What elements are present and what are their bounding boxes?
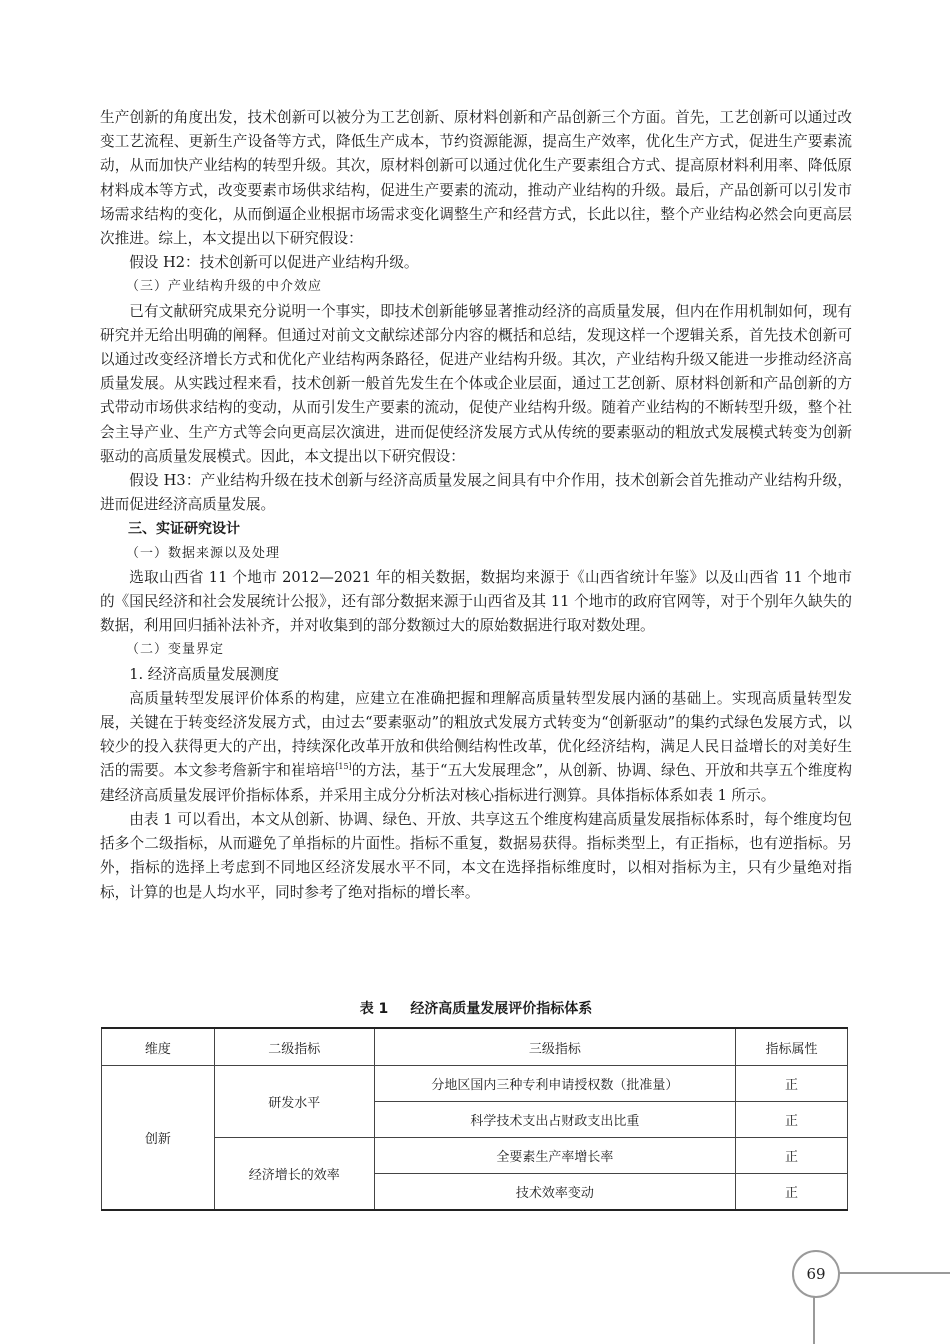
subsection-heading-data-source: （一）数据来源以及处理	[126, 545, 281, 561]
hypothesis-h3: 假设 H3：产业结构升级在技术创新与经济高质量发展之间具有中介作用，技术创新会首先推动产业结构升级，进而促进经济高质量发展。	[100, 472, 852, 514]
cell-attribute: 正	[736, 1174, 848, 1210]
table-row	[102, 1138, 848, 1174]
table-row	[102, 1066, 848, 1102]
cell-tertiary-indicator: 全要素生产率增长率	[374, 1138, 736, 1174]
table-header-row	[102, 1028, 848, 1066]
cell-secondary-indicator: 经济增长的效率	[214, 1138, 374, 1210]
paragraph-evaluation-text-a: 高质量转型发展评价体系的构建，应建立在准确把握和理解高质量转型发展内涵的基础上。实现高质量转型发展，关键在于转变经济发展方式，由过去“要素驱动”的粗放式发展方式转变为“创新驱动”的集约式绿色发展方式，以较少的投入获得更大的产出，持续深化改革开放和供给侧结构性改革，优化经济结构，满足人民日益增长的对美好生活的需要。本文参考詹新宇和崔培培	[100, 689, 852, 780]
item-heading-quality-measure: 1. 经济高质量发展测度	[129, 665, 280, 683]
paragraph-evaluation-text-b: 的方法，基于“五大发展理念”，从创新、协调、绿色、开放和共享五个维度构建经济高质量发展评价指标体系，并采用主成分分析法对核心指标进行测算。具体指标体系如表 1 所示。	[100, 762, 852, 804]
section-heading-empirical-design: 三、实证研究设计	[128, 521, 240, 538]
indicator-table	[101, 1027, 848, 1211]
cell-secondary-indicator: 研发水平	[214, 1066, 374, 1138]
footer-rule-vertical	[813, 1296, 815, 1344]
paragraph-mediation-effect: 已有文献研究成果充分说明一个事实，即技术创新能够显著推动经济的高质量发展，但内在作用机制如何，现有研究并无给出明确的阐释。但通过对前文文献综述部分内容的概括和总结，发现这样一个逻辑关系，首先技术创新可以通过改变经济增长方式和优化产业结构两条路径，促进产业结构升级。其次，产业结构升级又能进一步推动经济高质量发展。从实践过程来看，技术创新一般首先发生在个体或企业层面，通过工艺创新、原材料创新和产品创新的方式带动市场供求结构的变动，从而引发生产要素的流动，促使产业结构升级。随着产业结构的不断转型升级，整个社会主导产业、生产方式等会向更高层次演进，进而促使经济发展方式从传统的要素驱动的粗放式发展模式转变为创新驱动的高质量发展模式。因此，本文提出以下研究假设：	[100, 302, 852, 465]
cell-dimension: 创新	[102, 1066, 215, 1210]
paragraph-evaluation-system	[100, 687, 852, 808]
cell-tertiary-indicator: 技术效率变动	[374, 1174, 736, 1210]
cell-attribute: 正	[736, 1138, 848, 1174]
header-indicator-attribute: 指标属性	[736, 1028, 848, 1066]
paragraph-data-source: 选取山西省 11 个地市 2012—2021 年的相关数据，数据均来源于《山西省统计年鉴》以及山西省 11 个地市的《国民经济和社会发展统计公报》，还有部分数据来源于山西省及其 11 个地市的政府官网等，对于个别年久缺失的数据，利用回归插补法补齐，并对收集到的部分数额过大的原始数据进行取对数处理。	[100, 568, 852, 635]
footer-rule-horizontal	[838, 1272, 950, 1274]
paragraph-table-explanation: 由表 1 可以看出，本文从创新、协调、绿色、开放、共享这五个维度构建高质量发展指标体系时，每个维度均包括多个二级指标，从而避免了单指标的片面性。指标不重复，数据易获得。指标类型上，有正指标，也有逆指标。另外，指标的选择上考虑到不同地区经济发展水平不同，本文在选择指标维度时，以相对指标为主，只有少量绝对指标，计算的也是人均水平，同时参考了绝对指标的增长率。	[100, 810, 852, 901]
cell-tertiary-indicator: 分地区国内三种专利申请授权数（批准量）	[374, 1066, 736, 1102]
header-secondary-indicator: 二级指标	[214, 1028, 374, 1066]
citation-15: [15]	[335, 762, 352, 772]
table-caption	[100, 998, 852, 1018]
subsection-heading-mediation: （三）产业结构升级的中介效应	[126, 279, 323, 295]
header-dimension: 维度	[102, 1028, 215, 1066]
body-text	[100, 106, 852, 905]
hypothesis-h2: 假设 H2：技术创新可以促进产业结构升级。	[129, 254, 419, 272]
cell-tertiary-indicator: 科学技术支出占财政支出比重	[374, 1102, 736, 1138]
page-number: 69	[792, 1250, 840, 1298]
table-caption-number: 表 1	[359, 1001, 389, 1017]
cell-attribute: 正	[736, 1066, 848, 1102]
header-tertiary-indicator: 三级指标	[374, 1028, 736, 1066]
subsection-heading-variables: （二）变量界定	[126, 642, 225, 658]
paragraph-tech-innovation-types: 生产创新的角度出发，技术创新可以被分为工艺创新、原材料创新和产品创新三个方面。首先，工艺创新可以通过改变工艺流程、更新生产设备等方式，降低生产成本，节约资源能源，提高生产效率，优化生产方式，促进生产要素流动，从而加快产业结构的转型升级。其次，原材料创新可以通过优化生产要素组合方式、提高原材料利用率、降低原材料成本等方式，改变要素市场供求结构，促进生产要素的流动，推动产业结构的升级。最后，产品创新可以引发市场需求结构的变化，从而倒逼企业根据市场需求变化调整生产和经营方式，长此以往，整个产业结构必然会向更高层次推进。综上，本文提出以下研究假设：	[100, 109, 852, 248]
cell-attribute: 正	[736, 1102, 848, 1138]
table-caption-title: 经济高质量发展评价指标体系	[410, 1001, 593, 1017]
